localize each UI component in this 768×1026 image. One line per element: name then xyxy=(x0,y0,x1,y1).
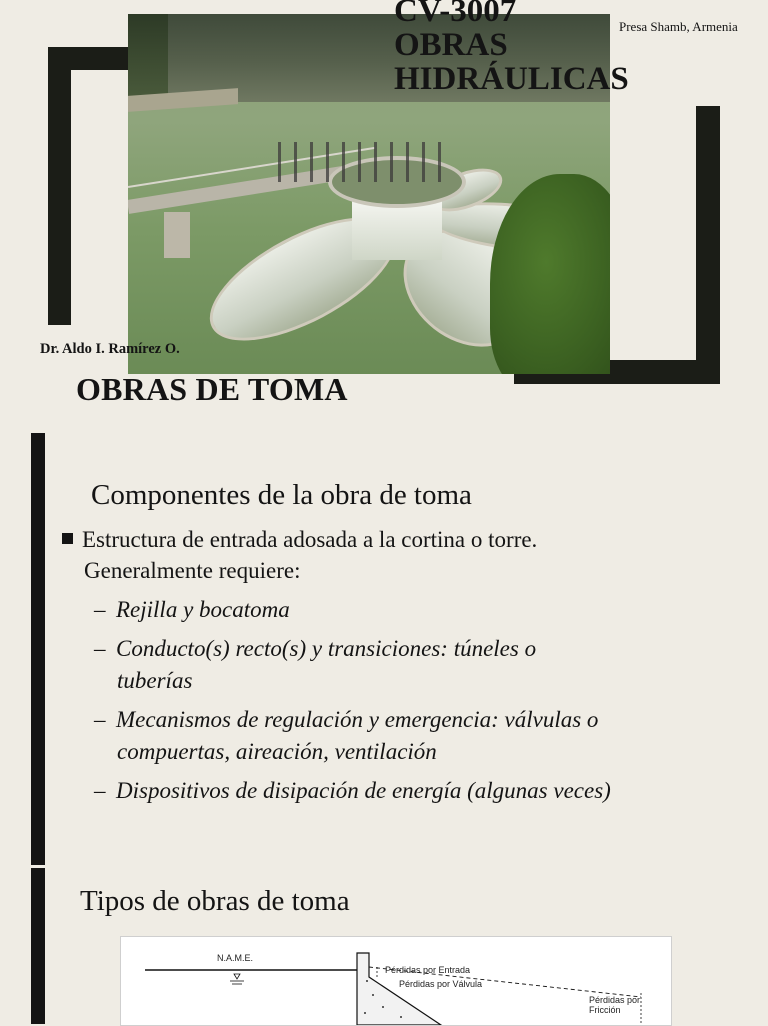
friction-loss-label xyxy=(589,995,640,1015)
photo-cliff-left xyxy=(128,14,168,104)
sub-item-text-continued: tuberías xyxy=(117,668,193,693)
valve-loss-label: Pérdidas por Válvula xyxy=(399,979,483,989)
sub-item-text-continued: compuertas, aireación, ventilación xyxy=(117,739,437,764)
entrance-loss-label: Pérdidas por Entrada xyxy=(385,965,471,975)
dash-marker: – xyxy=(94,597,106,622)
course-name-line1: OBRAS xyxy=(394,27,508,63)
dash-marker: – xyxy=(94,636,106,661)
slide2-title: Componentes de la obra de toma xyxy=(91,479,472,511)
slide3-accent-bar xyxy=(31,868,45,1024)
water-level-marker xyxy=(234,974,240,979)
photo-caption: Presa Shamb, Armenia xyxy=(619,19,738,34)
section-title: OBRAS DE TOMA xyxy=(76,371,348,407)
square-bullet-icon xyxy=(62,533,73,544)
author-name: Dr. Aldo I. Ramírez O. xyxy=(40,341,180,357)
bullet-item xyxy=(62,525,537,555)
frame-left-vertical xyxy=(48,47,71,325)
sub-item xyxy=(94,704,754,768)
intake-diagram xyxy=(120,936,672,1026)
frame-top-horizontal xyxy=(48,47,130,70)
course-name-line2: HIDRÁULICAS xyxy=(394,61,629,97)
slide2-accent-bar xyxy=(31,433,45,865)
sub-item-text: Conducto(s) recto(s) y transiciones: túneles o xyxy=(116,636,537,661)
dash-marker: – xyxy=(94,778,106,803)
dash-marker: – xyxy=(94,707,106,732)
course-code: CV-3007 xyxy=(394,0,517,29)
friction-loss-label-line1: Pérdidas por xyxy=(589,995,641,1005)
friction-loss-label-line2: Fricción xyxy=(589,1005,621,1015)
course-title xyxy=(394,0,694,96)
sub-item xyxy=(94,594,754,626)
sub-item-text: Dispositivos de disipación de energía (algunas veces) xyxy=(116,778,611,803)
sub-item xyxy=(94,775,754,807)
bullet-text: Estructura de entrada adosada a la cortina o torre. xyxy=(82,527,538,552)
sub-item xyxy=(94,633,754,697)
bullet-continuation: Generalmente requiere: xyxy=(84,558,301,583)
photo-pillar xyxy=(164,212,190,258)
frame-right-vertical xyxy=(696,106,720,384)
sub-item-text: Rejilla y bocatoma xyxy=(116,597,290,622)
slide3-title: Tipos de obras de toma xyxy=(80,885,350,917)
photo-visitors xyxy=(278,142,448,182)
sub-item-text: Mecanismos de regulación y emergencia: válvulas o xyxy=(116,707,599,732)
photo-waterfall xyxy=(352,200,442,260)
water-level-label: N.A.M.E. xyxy=(217,953,254,963)
dam-section xyxy=(357,953,441,1025)
